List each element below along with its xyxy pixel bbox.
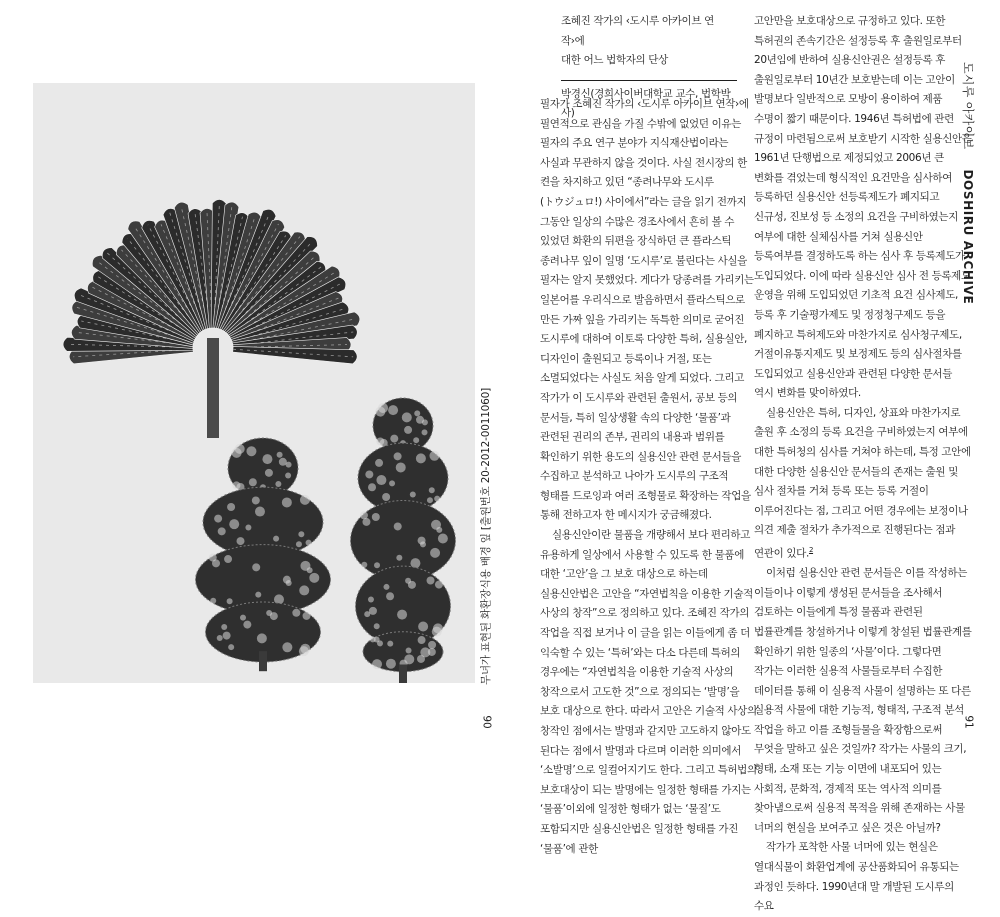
flower-dot — [394, 522, 402, 530]
fan-stem — [207, 338, 219, 438]
flower-dot — [252, 496, 260, 504]
flower-dot — [229, 519, 239, 529]
flower-dot — [389, 480, 395, 486]
flower-dot — [417, 655, 425, 663]
flower-dot — [374, 623, 380, 629]
body-column-1 — [540, 95, 758, 859]
flower-dot — [374, 637, 380, 643]
flower-dot — [397, 610, 407, 620]
flower-dot — [255, 592, 261, 598]
flower-dot — [429, 451, 439, 461]
flower-dot — [394, 452, 402, 460]
flower-dot — [387, 641, 393, 647]
flower-dot — [209, 554, 217, 562]
flower-dot — [361, 562, 367, 568]
flower-dot — [227, 598, 233, 604]
flower-dot — [246, 446, 256, 456]
flower-dot — [283, 576, 291, 584]
flower-dot — [427, 577, 435, 585]
author-line: 박경신(경희사이버대학교 교수, 법학박사) — [561, 87, 731, 120]
flower-dot — [376, 437, 384, 445]
heading-line-1: 조혜진 작가의 ‹도시루 아카이브 연작›에 — [561, 15, 714, 47]
flower-dot — [410, 558, 420, 568]
flower-dot — [410, 491, 416, 497]
paragraph — [754, 404, 972, 564]
running-title — [960, 62, 977, 362]
paragraph: 고안만을 보호대상으로 규정하고 있다. 또한 특허권의 존속기간은 설정등록 후 출원일로부터 20년임에 반하여 실용신안권은 설정등록 후 출원일로부터 10년간 보호받는데 이는 고안이 발명보다 일반적으로 모방이 용이하여 제품 수명이 짧기 때문이다. 1946년 특허법에 관련 규정이 마련됨으로써 보호받기 시작한 실용신안은 1961년 단행법으로 제정되었고 2006년 큰 변화를 겪었는데 형식적인 요건만을 심사하여 등록하던 실용신안 선등록제도가 폐지되고 신규성, 진보성 등 소정의 요건을 구비하였는지 여부에 대한 실체심사를 거쳐 실용신안 등록여부를 결정하도록 하는 심사 후 등록제도가 도입되었다. 이에 따라 실용신안 심사 전 등록제도 운영을 위해 도입되었던 기초적 요건 심사제도, 등록 후 기술평가제도 및 정정청구제도 등을 폐지하고 특허제도와 마찬가지로 심사청구제도, 거절이유통지제도 및 보정제도 등의 심사절차를 도입되었고 실용신안과 관련된 다양한 문서들 역시 변화를 맞이하였다. — [754, 15, 972, 400]
flower-dot — [388, 405, 398, 415]
flower-dot — [309, 573, 319, 583]
flower-dot — [282, 497, 292, 507]
flower-dot — [438, 533, 448, 543]
flower-dot — [418, 621, 428, 631]
flower-dot — [232, 481, 240, 489]
page-number-right: 91 — [962, 715, 975, 729]
flower-dot — [413, 437, 419, 443]
flower-dot — [406, 647, 412, 653]
flower-dot — [262, 454, 272, 464]
flower-dot — [221, 624, 227, 630]
flower-dot — [414, 410, 420, 416]
flower-dot — [227, 503, 235, 511]
flower-dot — [427, 497, 433, 503]
figure-caption — [474, 385, 493, 685]
flower-dot — [418, 537, 426, 545]
flower-dot — [418, 636, 426, 644]
flower-dot — [218, 527, 226, 535]
flower-dot — [224, 555, 232, 563]
running-title-ko: 도시루 아카이브 — [961, 62, 975, 150]
flower-dot — [434, 496, 440, 502]
footnote-marker[interactable]: 2 — [808, 546, 814, 555]
running-title-en: DOSHIRU ARCHIVE — [961, 169, 975, 305]
flower-dot — [386, 592, 394, 600]
flower-dot — [372, 659, 382, 669]
flower-dot — [292, 609, 300, 617]
flower-dot — [240, 615, 246, 621]
paragraph-text: 실용신안은 특허, 디자인, 상표와 마찬가지로 출원 후 소정의 등록 요건을 구비하였는지 여부에 대한 특허청의 심사를 거쳐야 하는데, 특정 고안에 대한 다양한 실용신안 문서들의 존재는 출원 및 심사 절차를 거쳐 등록 또는 등록 거절이 이루어진다는 점, 그리고 어떤 경우에는 보정이나 의견 제출 절차가 추가적으로 진행된다는 점과 연관이 있다. — [754, 406, 971, 560]
flower-dot — [214, 515, 222, 523]
flower-dot — [429, 487, 435, 493]
flower-dot — [217, 635, 223, 641]
flower-dot — [416, 453, 426, 463]
paragraph: 실용신안이란 물품을 개량해서 보다 편리하고 유용하게 일상에서 사용할 수 있도록 한 물품에 대한 ‘고안’을 그 보호 대상으로 하는데 실용신안법은 고안을 “자연법칙을 이용한 기술적 사상의 창작”으로 정의하고 있다. 조혜진 작가의 작업을 직접 보거나 이 글을 읽는 이들에게 좀 더 익숙할 수 있는 ‘특허’와는 다소 다른데 특허의 경우에는 “자연법칙을 이용한 기술적 사상의 창작으로서 고도한 것”으로 정의되는 ‘발명’을 보호 대상으로 한다. 따라서 고안은 기술적 사상의 창작인 점에서는 발명과 같지만 고도하지 않아도 된다는 점에서 발명과 다르며 이러한 의미에서 ‘소발명’으로 일컬어지기도 한다. 그리고 특허법의 보호대상이 되는 발명에는 일정한 형태를 가지는 ‘물품’이외에 일정한 형태가 없는 ‘물질’도 포함되지만 실용신안법은 일정한 형태를 가진 ‘물품’에 관한 — [540, 529, 757, 855]
flower-dot — [402, 412, 412, 422]
flower-dot — [360, 511, 368, 519]
flower-dot — [365, 470, 373, 478]
flower-dot — [376, 475, 386, 485]
flower-dot — [210, 598, 216, 604]
flower-dot — [422, 419, 428, 425]
flower-dot — [386, 659, 396, 669]
fan-and-wreath-sculptures — [33, 83, 475, 683]
flower-dot — [249, 478, 257, 486]
flower-dot — [431, 520, 441, 530]
stand-leg — [259, 651, 267, 671]
body-column-2 — [754, 12, 972, 917]
flower-dot — [245, 524, 251, 530]
flower-dot — [275, 481, 281, 487]
stand-leg — [399, 665, 407, 684]
flower-dot — [428, 648, 436, 656]
flower-dot — [298, 531, 304, 537]
flower-dot — [282, 642, 292, 652]
flower-dot — [383, 584, 389, 590]
flower-dot — [255, 507, 265, 517]
flower-dot — [223, 632, 231, 640]
page-number-left: 90 — [480, 715, 493, 729]
flower-dot — [432, 627, 442, 637]
flower-dot — [368, 483, 376, 491]
fan-leaf-sculpture — [63, 199, 360, 438]
flower-dot — [422, 429, 428, 435]
flower-dot — [296, 541, 302, 547]
flower-dot — [390, 435, 398, 443]
flower-dot — [435, 581, 443, 589]
flower-dot — [372, 513, 380, 521]
flower-dot — [228, 644, 234, 650]
flower-dot — [277, 452, 283, 458]
flower-dot — [408, 581, 416, 589]
caption-text: 무녀가 표현된 화환장식용 배경 잎 [출원번호 20-2012-0011060] — [480, 387, 492, 685]
flower-dot — [265, 469, 273, 477]
wreath-stand-left — [196, 438, 331, 671]
flower-dot — [364, 611, 370, 617]
heading-rule — [561, 80, 737, 81]
flower-dot — [252, 563, 260, 571]
flower-dot — [404, 426, 412, 434]
flower-dot — [299, 646, 309, 656]
wreath-stand-right — [351, 398, 456, 683]
flower-dot — [237, 537, 245, 545]
flower-dot — [243, 621, 251, 629]
flower-dot — [285, 473, 291, 479]
artwork-image — [33, 83, 475, 683]
flower-dot — [396, 462, 406, 472]
flower-dot — [368, 596, 374, 602]
flower-dot — [300, 561, 310, 571]
flower-dot — [286, 462, 292, 468]
flower-dot — [396, 555, 402, 561]
flower-dot — [374, 562, 380, 568]
flower-dot — [303, 612, 311, 620]
paragraph: 이처럼 실용신안 관련 문서들은 이를 작성하는 이들이나 이렇게 생성된 문서들을 조사해서 검토하는 이들에게 특정 물품과 관련된 법률관계를 창설하거나 이렇게 창설된 법률관계를 확인하기 위한 일종의 ‘사물’이다. 그렇다면 작가는 이러한 실용적 사물들로부터 수집한 데이터를 통해 이 실용적 사물이 설명하는 또 다른 실용적 사물에 대한 기능적, 형태적, 구조적 분석 작업을 하고 이를 조형들물을 확장함으로써 무엇을 말하고 싶은 것일까? 작가는 사물의 크기, 형태, 소재 또는 기능 이면에 내포되어 있는 사회적, 문화적, 경제적 또는 역사적 의미를 찾아냄으로써 실용적 목적을 위해 존재하는 사물 너머의 현실을 보여주고 싶은 것은 아닐까? — [754, 567, 972, 834]
heading-line-2: 대한 어느 법학자의 단상 — [561, 54, 668, 67]
flower-dot — [273, 536, 279, 542]
flower-dot — [300, 495, 310, 505]
flower-dot — [306, 540, 312, 546]
flower-dot — [257, 633, 267, 643]
paragraph: 필자가 조혜진 작가의 ‹도시루 아카이브 연작›에 필연적으로 관심을 가질 수밖에 없었던 이유는 필자의 주요 연구 분야가 지식재산법이라는 사실과 무관하지 않을 것이다. 사실 전시장의 한 켠을 차지하고 있던 “종려나무와 도시루(トウジュロ!) 사이에서”라는 글을 읽기 전까지 그동안 일상의 수많은 경조사에서 흔히 볼 수 있었던 화환의 뒤편을 장식하던 큰 플라스틱 종려나무 잎이 일명 ‘도시루’로 불린다는 사실을 필자는 알지 못했었다. 게다가 당종려를 가리키는 일본어를 우리식으로 발음하면서 플라스틱으로 만든 가짜 잎을 가리키는 독특한 의미로 굳어진 도시루에 대하여 이토록 다양한 특허, 실용실안, 디자인이 출원되고 등록이나 거절, 또는 소멸되었다는 사실도 처음 알게 되었다. 그리고 작가가 이 도시루와 관련된 출원서, 공보 등의 문서들, 특히 일상생활 속의 다양한 ‘물품’과 관련된 권리의 존부, 권리의 내용과 범위를 확인하기 위한 용도의 실용신안 관련 문서들을 수집하고 분석하고 나아가 도시루의 구조적 형태를 드로잉과 여러 조형물로 확장하는 작업을 통해 전하고자 한 메시지가 궁금해졌다. — [540, 98, 754, 522]
paragraph: 작가가 포착한 사물 너머에 있는 현실은 열대식물이 화환업계에 공산품화되어 유통되는 과정인 듯하다. 1990년대 말 개발된 도시루의 수요 — [754, 841, 959, 913]
flower-dot — [428, 641, 436, 649]
flower-dot — [378, 403, 388, 413]
flower-dot — [430, 548, 440, 558]
flower-dot — [382, 493, 390, 501]
flower-dot — [235, 444, 245, 454]
flower-dot — [299, 585, 309, 595]
flower-dot — [270, 612, 278, 620]
flower-dot — [404, 654, 414, 664]
flower-dot — [375, 459, 383, 467]
